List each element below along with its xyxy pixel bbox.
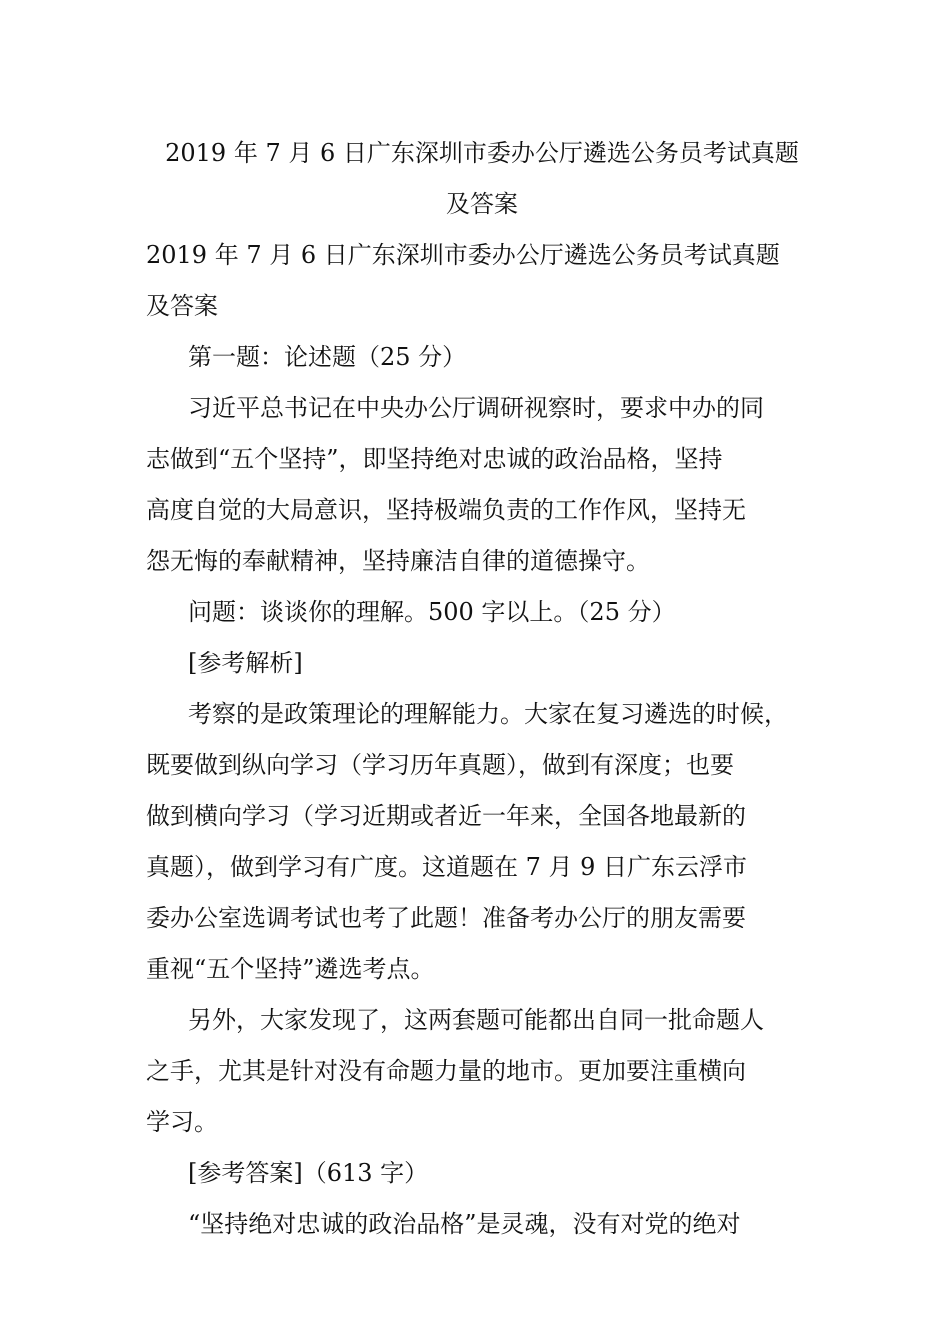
repeat-title-line-2: 及答案 [146, 292, 218, 320]
question-heading: 第一题：论述题（25 分） [188, 343, 467, 371]
note-line: 学习。 [146, 1108, 218, 1136]
analysis-line: 真题），做到学习有广度。这道题在 7 月 9 日广东云浮市 [146, 853, 748, 881]
question-prompt: 问题：谈谈你的理解。500 字以上。（25 分） [188, 598, 676, 626]
analysis-line: 考察的是政策理论的理解能力。大家在复习遴选的时候， [188, 700, 788, 728]
title-line-2: 及答案 [446, 190, 518, 218]
answer-label: [参考答案]（613 字） [188, 1159, 429, 1187]
analysis-line: 重视“五个坚持”遴选考点。 [146, 955, 435, 983]
note-line: 另外，大家发现了，这两套题可能都出自同一批命题人 [188, 1006, 764, 1034]
question-line: 怨无悔的奉献精神，坚持廉洁自律的道德操守。 [146, 547, 650, 575]
document-body [146, 128, 818, 1250]
analysis-line: 既要做到纵向学习（学习历年真题），做到有深度；也要 [146, 751, 734, 779]
analysis-line: 做到横向学习（学习近期或者近一年来，全国各地最新的 [146, 802, 746, 830]
title-line-1: 2019 年 7 月 6 日广东深圳市委办公厅遴选公务员考试真题 [165, 139, 799, 167]
analysis-label: [参考解析] [188, 649, 303, 677]
note-line: 之手，尤其是针对没有命题力量的地市。更加要注重横向 [146, 1057, 746, 1085]
question-line: 志做到“五个坚持”，即坚持绝对忠诚的政治品格，坚持 [146, 445, 723, 473]
repeat-title-line-1: 2019 年 7 月 6 日广东深圳市委办公厅遴选公务员考试真题 [146, 241, 780, 269]
answer-line: “坚持绝对忠诚的政治品格”是灵魂，没有对党的绝对 [188, 1210, 741, 1238]
analysis-line: 委办公室选调考试也考了此题！准备考办公厅的朋友需要 [146, 904, 746, 932]
question-line: 高度自觉的大局意识，坚持极端负责的工作作风，坚持无 [146, 496, 746, 524]
question-line: 习近平总书记在中央办公厅调研视察时，要求中办的同 [188, 394, 764, 422]
